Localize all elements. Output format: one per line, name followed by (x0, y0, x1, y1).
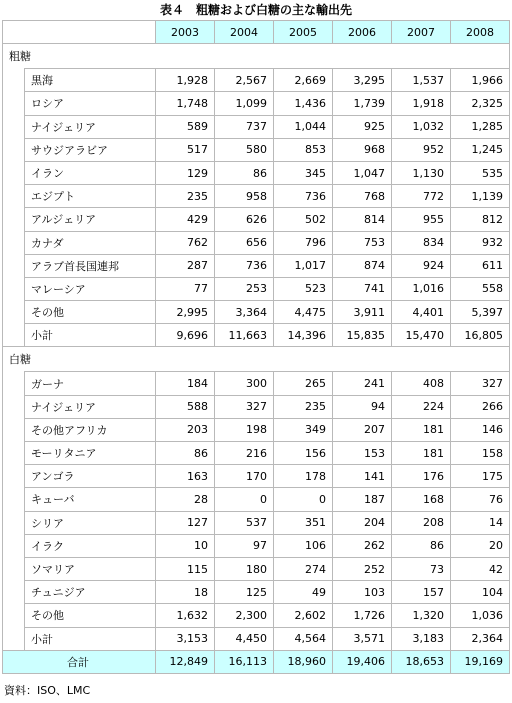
value-cell: 3,911 (333, 301, 392, 324)
value-cell: 287 (156, 254, 215, 277)
table-row (3, 465, 510, 488)
value-cell: 204 (333, 511, 392, 534)
value-cell: 736 (274, 185, 333, 208)
value-cell: 1,285 (451, 115, 510, 138)
section-label: 白糖 (3, 347, 510, 372)
table-row (3, 138, 510, 161)
value-cell: 537 (215, 511, 274, 534)
value-cell: 86 (392, 534, 451, 557)
value-cell: 1,748 (156, 92, 215, 115)
value-cell: 523 (274, 277, 333, 300)
value-cell: 1,032 (392, 115, 451, 138)
value-cell: 187 (333, 488, 392, 511)
value-cell: 1,928 (156, 69, 215, 92)
value-cell: 184 (156, 372, 215, 395)
value-cell: 198 (215, 418, 274, 441)
value-cell: 158 (451, 442, 510, 465)
value-cell: 925 (333, 115, 392, 138)
value-cell: 300 (215, 372, 274, 395)
value-cell: 853 (274, 138, 333, 161)
year-header: 2008 (451, 21, 510, 44)
section-header-row (3, 44, 510, 69)
value-cell: 4,401 (392, 301, 451, 324)
value-cell: 106 (274, 534, 333, 557)
value-cell: 49 (274, 581, 333, 604)
value-cell: 2,669 (274, 69, 333, 92)
subtotal-label: 小計 (25, 324, 156, 347)
destination-name: シリア (25, 511, 156, 534)
value-cell: 77 (156, 277, 215, 300)
value-cell: 0 (274, 488, 333, 511)
value-cell: 1,139 (451, 185, 510, 208)
header-row (3, 21, 510, 44)
section-label: 粗糖 (3, 44, 510, 69)
value-cell: 241 (333, 372, 392, 395)
value-cell: 814 (333, 208, 392, 231)
value-cell: 4,475 (274, 301, 333, 324)
value-cell: 146 (451, 418, 510, 441)
subtotal-row (3, 324, 510, 347)
value-cell: 558 (451, 277, 510, 300)
value-cell: 175 (451, 465, 510, 488)
value-cell: 3,364 (215, 301, 274, 324)
destination-name: サウジアラビア (25, 138, 156, 161)
subtotal-label: 小計 (25, 627, 156, 650)
value-cell: 208 (392, 511, 451, 534)
value-cell: 262 (333, 534, 392, 557)
value-cell: 129 (156, 161, 215, 184)
value-cell: 0 (215, 488, 274, 511)
destination-name: マレーシア (25, 277, 156, 300)
table-row (3, 254, 510, 277)
value-cell: 14 (451, 511, 510, 534)
table-row (3, 161, 510, 184)
value-cell: 156 (274, 442, 333, 465)
value-cell: 28 (156, 488, 215, 511)
value-cell: 9,696 (156, 324, 215, 347)
value-cell: 3,183 (392, 627, 451, 650)
value-cell: 4,450 (215, 627, 274, 650)
value-cell: 178 (274, 465, 333, 488)
value-cell: 2,325 (451, 92, 510, 115)
value-cell: 86 (156, 442, 215, 465)
value-cell: 203 (156, 418, 215, 441)
table-row (3, 277, 510, 300)
value-cell: 656 (215, 231, 274, 254)
table-row (3, 488, 510, 511)
table-row (3, 534, 510, 557)
value-cell: 968 (333, 138, 392, 161)
value-cell: 1,537 (392, 69, 451, 92)
value-cell: 1,044 (274, 115, 333, 138)
value-cell: 772 (392, 185, 451, 208)
destination-name: モーリタニア (25, 442, 156, 465)
value-cell: 16,805 (451, 324, 510, 347)
table-row (3, 581, 510, 604)
value-cell: 924 (392, 254, 451, 277)
value-cell: 762 (156, 231, 215, 254)
destination-name: その他アフリカ (25, 418, 156, 441)
export-table (2, 20, 510, 674)
table-title: 表４ 粗糖および白糖の主な輸出先 (159, 3, 352, 17)
value-cell: 181 (392, 418, 451, 441)
destination-name: その他 (25, 301, 156, 324)
total-row (3, 650, 510, 673)
destination-name: カナダ (25, 231, 156, 254)
value-cell: 932 (451, 231, 510, 254)
value-cell: 2,364 (451, 627, 510, 650)
value-cell: 266 (451, 395, 510, 418)
value-cell: 235 (274, 395, 333, 418)
value-cell: 104 (451, 581, 510, 604)
value-cell: 345 (274, 161, 333, 184)
value-cell: 1,726 (333, 604, 392, 627)
value-cell: 3,295 (333, 69, 392, 92)
value-cell: 253 (215, 277, 274, 300)
destination-name: ナイジェリア (25, 115, 156, 138)
value-cell: 737 (215, 115, 274, 138)
value-cell: 141 (333, 465, 392, 488)
value-cell: 1,130 (392, 161, 451, 184)
value-cell: 176 (392, 465, 451, 488)
value-cell: 753 (333, 231, 392, 254)
value-cell: 768 (333, 185, 392, 208)
value-cell: 535 (451, 161, 510, 184)
table-row (3, 301, 510, 324)
value-cell: 207 (333, 418, 392, 441)
value-cell: 14,396 (274, 324, 333, 347)
value-cell: 19,169 (451, 650, 510, 673)
value-cell: 11,663 (215, 324, 274, 347)
value-cell: 15,835 (333, 324, 392, 347)
destination-name: アラブ首長国連邦 (25, 254, 156, 277)
value-cell: 76 (451, 488, 510, 511)
value-cell: 224 (392, 395, 451, 418)
year-header: 2004 (215, 21, 274, 44)
table-row (3, 231, 510, 254)
value-cell: 2,300 (215, 604, 274, 627)
table-row (3, 115, 510, 138)
destination-name: ナイジェリア (25, 395, 156, 418)
value-cell: 4,564 (274, 627, 333, 650)
value-cell: 216 (215, 442, 274, 465)
value-cell: 1,632 (156, 604, 215, 627)
table-row (3, 442, 510, 465)
row-indent (3, 372, 25, 650)
table-row (3, 69, 510, 92)
value-cell: 952 (392, 138, 451, 161)
destination-name: 黒海 (25, 69, 156, 92)
table-row (3, 604, 510, 627)
value-cell: 181 (392, 442, 451, 465)
value-cell: 517 (156, 138, 215, 161)
value-cell: 18,653 (392, 650, 451, 673)
value-cell: 274 (274, 557, 333, 580)
value-cell: 812 (451, 208, 510, 231)
value-cell: 19,406 (333, 650, 392, 673)
value-cell: 1,245 (451, 138, 510, 161)
value-cell: 97 (215, 534, 274, 557)
table-row (3, 372, 510, 395)
value-cell: 958 (215, 185, 274, 208)
value-cell: 170 (215, 465, 274, 488)
value-cell: 42 (451, 557, 510, 580)
value-cell: 1,918 (392, 92, 451, 115)
value-cell: 252 (333, 557, 392, 580)
destination-name: チュニジア (25, 581, 156, 604)
value-cell: 168 (392, 488, 451, 511)
value-cell: 611 (451, 254, 510, 277)
value-cell: 1,047 (333, 161, 392, 184)
destination-name: その他 (25, 604, 156, 627)
value-cell: 2,995 (156, 301, 215, 324)
table-row (3, 395, 510, 418)
value-cell: 1,436 (274, 92, 333, 115)
value-cell: 408 (392, 372, 451, 395)
value-cell: 874 (333, 254, 392, 277)
value-cell: 5,397 (451, 301, 510, 324)
value-cell: 736 (215, 254, 274, 277)
value-cell: 3,571 (333, 627, 392, 650)
section-header-row (3, 347, 510, 372)
table-row (3, 92, 510, 115)
table-row (3, 208, 510, 231)
destination-name: エジプト (25, 185, 156, 208)
year-header: 2007 (392, 21, 451, 44)
value-cell: 125 (215, 581, 274, 604)
value-cell: 103 (333, 581, 392, 604)
value-cell: 502 (274, 208, 333, 231)
value-cell: 10 (156, 534, 215, 557)
value-cell: 15,470 (392, 324, 451, 347)
value-cell: 1,016 (392, 277, 451, 300)
value-cell: 327 (215, 395, 274, 418)
destination-name: イラク (25, 534, 156, 557)
total-label: 合計 (3, 650, 156, 673)
value-cell: 86 (215, 161, 274, 184)
value-cell: 265 (274, 372, 333, 395)
value-cell: 1,036 (451, 604, 510, 627)
year-header: 2005 (274, 21, 333, 44)
destination-name: アルジェリア (25, 208, 156, 231)
value-cell: 327 (451, 372, 510, 395)
value-cell: 157 (392, 581, 451, 604)
source-note: 資料：ISO、LMC (4, 684, 91, 697)
value-cell: 153 (333, 442, 392, 465)
value-cell: 1,017 (274, 254, 333, 277)
year-header: 2006 (333, 21, 392, 44)
value-cell: 235 (156, 185, 215, 208)
destination-name: ロシア (25, 92, 156, 115)
value-cell: 3,153 (156, 627, 215, 650)
value-cell: 626 (215, 208, 274, 231)
value-cell: 1,966 (451, 69, 510, 92)
subtotal-row (3, 627, 510, 650)
value-cell: 1,320 (392, 604, 451, 627)
value-cell: 2,567 (215, 69, 274, 92)
value-cell: 127 (156, 511, 215, 534)
value-cell: 2,602 (274, 604, 333, 627)
row-indent (3, 69, 25, 347)
destination-name: ガーナ (25, 372, 156, 395)
destination-name: ソマリア (25, 557, 156, 580)
value-cell: 73 (392, 557, 451, 580)
table-row (3, 511, 510, 534)
destination-name: アンゴラ (25, 465, 156, 488)
value-cell: 16,113 (215, 650, 274, 673)
value-cell: 94 (333, 395, 392, 418)
value-cell: 1,099 (215, 92, 274, 115)
destination-name: キューバ (25, 488, 156, 511)
value-cell: 580 (215, 138, 274, 161)
value-cell: 349 (274, 418, 333, 441)
value-cell: 955 (392, 208, 451, 231)
value-cell: 741 (333, 277, 392, 300)
value-cell: 796 (274, 231, 333, 254)
table-row (3, 557, 510, 580)
value-cell: 12,849 (156, 650, 215, 673)
year-header: 2003 (156, 21, 215, 44)
value-cell: 1,739 (333, 92, 392, 115)
table-row (3, 185, 510, 208)
value-cell: 351 (274, 511, 333, 534)
value-cell: 834 (392, 231, 451, 254)
value-cell: 180 (215, 557, 274, 580)
value-cell: 588 (156, 395, 215, 418)
destination-name: イラン (25, 161, 156, 184)
value-cell: 18 (156, 581, 215, 604)
table-row (3, 418, 510, 441)
value-cell: 163 (156, 465, 215, 488)
value-cell: 115 (156, 557, 215, 580)
value-cell: 18,960 (274, 650, 333, 673)
header-corner (3, 21, 156, 44)
value-cell: 429 (156, 208, 215, 231)
value-cell: 20 (451, 534, 510, 557)
value-cell: 589 (156, 115, 215, 138)
